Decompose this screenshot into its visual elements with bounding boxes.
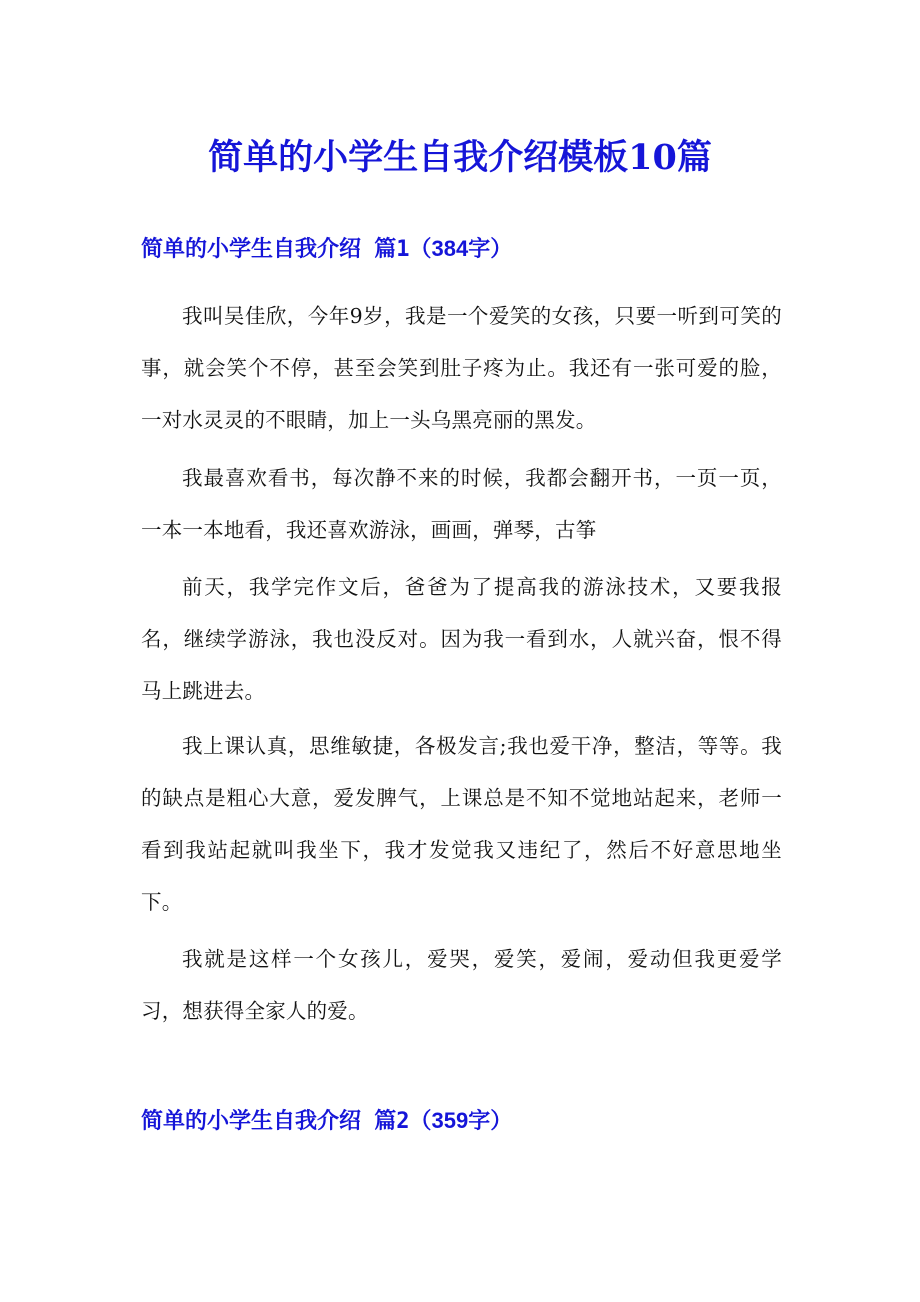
document-title: 简单的小学生自我介绍模板10篇: [208, 137, 712, 178]
paragraph-3: 前天，我学完作文后，爸爸为了提高我的游泳技术，又要我报名，继续学游泳，我也没反对。因为我一看到水，人就兴奋，恨不得马上跳进去。: [141, 575, 782, 703]
section-heading-1: [141, 233, 512, 266]
section-heading-2-text: 简单的小学生自我介绍 篇2: [141, 1109, 410, 1134]
section-heading-1-word-count: （384字）: [409, 236, 513, 261]
section-heading-2: [141, 1105, 512, 1138]
paragraph-2: 我最喜欢看书，每次静不来的时候，我都会翻开书，一页一页，一本一本地看，我还喜欢游泳，画画，弹琴，古筝: [141, 466, 782, 542]
section-heading-1-text: 简单的小学生自我介绍 篇1: [141, 237, 410, 262]
paragraph-5: 我就是这样一个女孩儿，爱哭，爱笑，爱闹，爱动但我更爱学习，想获得全家人的爱。: [141, 947, 782, 1023]
section-heading-2-word-count: （359字）: [409, 1108, 513, 1133]
paragraph-4: 我上课认真，思维敏捷，各极发言;我也爱干净，整洁，等等。我的缺点是粗心大意，爱发脾气，上课总是不知不觉地站起来，老师一看到我站起就叫我坐下，我才发觉我又违纪了，然后不好意思地坐下。: [141, 734, 782, 914]
paragraph-1: 我叫吴佳欣，今年9岁，我是一个爱笑的女孩，只要一听到可笑的事，就会笑个不停，甚至会笑到肚子疼为止。我还有一张可爱的脸，一对水灵灵的不眼睛，加上一头乌黑亮丽的黑发。: [141, 304, 782, 432]
